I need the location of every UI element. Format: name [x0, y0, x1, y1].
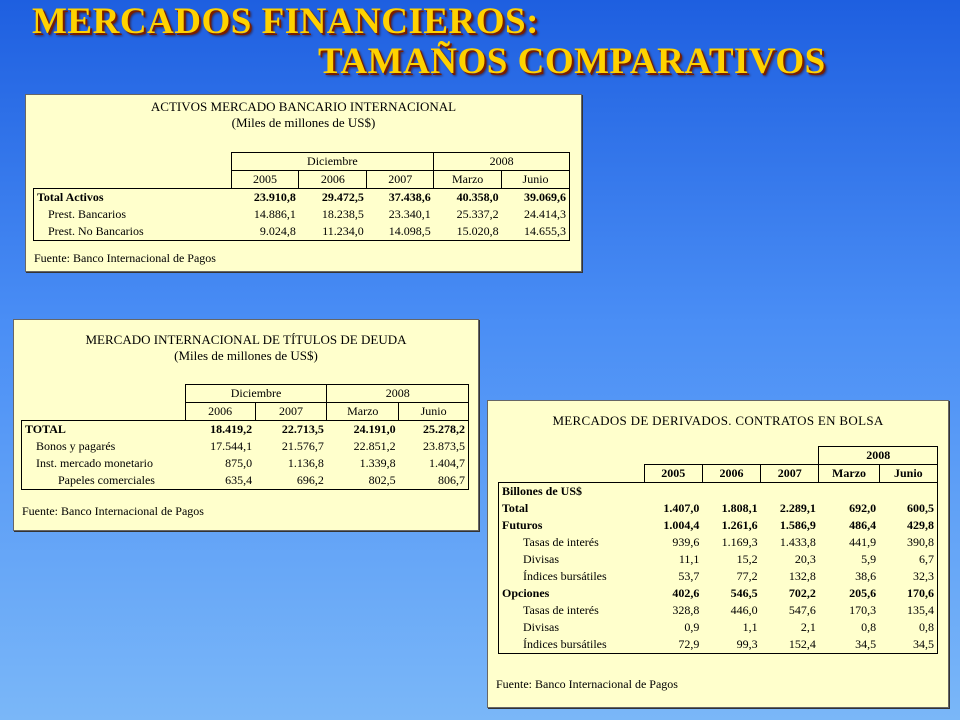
col-header: Marzo [434, 171, 502, 189]
table-row [499, 534, 938, 551]
cell-value: 25.278,2 [423, 422, 465, 436]
col-header: 2006 [185, 403, 255, 421]
deuda-subtitle: (Miles de millones de US$) [174, 348, 318, 363]
cell-value: 6,7 [919, 552, 934, 566]
derivados-source: Fuente: Banco Internacional de Pagos [496, 677, 678, 691]
cell-value: 547,6 [788, 603, 816, 617]
cell-value: 22.713,5 [281, 422, 324, 436]
cell-value: 546,5 [730, 586, 758, 600]
cell-value: 390,8 [907, 535, 934, 549]
cell-value: 802,5 [368, 473, 396, 487]
cell-value: 0,9 [684, 620, 700, 634]
cell-value: 205,6 [849, 586, 877, 600]
cell-value: 23.910,8 [253, 190, 296, 204]
slide-title-line1: MERCADOS FINANCIEROS: [32, 1, 539, 42]
row-label: Prest. No Bancarios [48, 224, 144, 238]
col-header: Marzo [819, 465, 879, 483]
row-label: Futuros [502, 518, 543, 532]
cell-value: 32,3 [913, 569, 934, 583]
row-label: Divisas [523, 552, 559, 566]
cell-value: 939,6 [672, 535, 700, 549]
cell-value: 37.438,6 [388, 190, 431, 204]
cell-value: 1,1 [742, 620, 758, 634]
cell-value: 1.808,1 [721, 501, 758, 515]
bancario-subtitle: (Miles de millones de US$) [231, 115, 376, 130]
table-row [34, 223, 570, 241]
cell-value: 20,3 [794, 552, 816, 566]
cell-value: 72,9 [678, 637, 700, 651]
cell-value: 22.851,2 [353, 439, 396, 453]
unit-label: Billones de US$ [502, 484, 583, 498]
table-row [22, 455, 469, 472]
bancario-title: ACTIVOS MERCADO BANCARIO INTERNACIONAL [150, 99, 457, 114]
table-row [499, 619, 938, 636]
cell-value: 2,1 [800, 620, 816, 634]
cell-value: 17.544,1 [210, 439, 253, 453]
cell-value: 635,4 [225, 473, 253, 487]
cell-value: 170,3 [849, 603, 877, 617]
header-2008: 2008 [819, 447, 938, 465]
col-header: Junio [502, 171, 570, 189]
cell-value: 135,4 [907, 603, 934, 617]
header-2008: 2008 [327, 385, 469, 403]
cell-value: 18.419,2 [210, 422, 253, 436]
cell-value: 23.340,1 [388, 207, 431, 221]
cell-value: 702,2 [788, 586, 816, 600]
cell-value: 806,7 [438, 473, 465, 487]
cell-value: 1.136,8 [287, 456, 324, 470]
col-header: 2006 [299, 171, 367, 189]
cell-value: 152,4 [788, 637, 816, 651]
row-label: TOTAL [25, 422, 66, 436]
cell-value: 692,0 [849, 501, 877, 515]
cell-value: 21.576,7 [281, 439, 324, 453]
table-row [499, 517, 938, 534]
col-header: 2005 [644, 465, 702, 483]
row-label: Índices bursátiles [523, 637, 607, 651]
cell-value: 1.586,9 [779, 518, 816, 532]
cell-value: 0,8 [861, 620, 877, 634]
table-row [499, 602, 938, 619]
cell-value: 24.191,0 [353, 422, 396, 436]
col-header: 2006 [702, 465, 760, 483]
cell-value: 1.339,8 [359, 456, 396, 470]
col-header: Junio [399, 403, 469, 421]
cell-value: 14.655,3 [524, 224, 566, 238]
cell-value: 1.004,4 [663, 518, 700, 532]
table-row [22, 472, 469, 490]
cell-value: 1.261,6 [721, 518, 758, 532]
table-row [499, 483, 938, 501]
cell-value: 5,9 [861, 552, 877, 566]
table-row [22, 438, 469, 455]
cell-value: 29.472,5 [321, 190, 364, 204]
cell-value: 600,5 [907, 501, 934, 515]
table-row [34, 189, 570, 207]
cell-value: 14.098,5 [388, 224, 431, 238]
bancario-source: Fuente: Banco Internacional de Pagos [34, 251, 216, 265]
cell-value: 24.414,3 [524, 207, 566, 221]
header-diciembre: Diciembre [185, 385, 327, 403]
cell-value: 53,7 [678, 569, 700, 583]
row-label: Papeles comerciales [58, 473, 155, 487]
col-header: Marzo [327, 403, 399, 421]
row-label: Bonos y pagarés [36, 439, 116, 453]
row-label: Divisas [523, 620, 559, 634]
panel-derivados [487, 400, 949, 708]
col-header: 2007 [761, 465, 819, 483]
cell-value: 25.337,2 [456, 207, 499, 221]
row-label: Total Activos [37, 190, 104, 204]
cell-value: 38,6 [855, 569, 877, 583]
deuda-title: MERCADO INTERNACIONAL DE TÍTULOS DE DEUDA [85, 332, 407, 347]
cell-value: 1.433,8 [779, 535, 816, 549]
cell-value: 875,0 [225, 456, 253, 470]
cell-value: 18.238,5 [321, 207, 364, 221]
table-row [499, 636, 938, 654]
cell-value: 23.873,5 [423, 439, 465, 453]
row-label: Índices bursátiles [523, 569, 607, 583]
cell-value: 132,8 [788, 569, 816, 583]
cell-value: 9.024,8 [259, 224, 296, 238]
bancario-table [33, 152, 570, 241]
table-row [22, 421, 469, 439]
slide-title-line2: TAMAÑOS COMPARATIVOS [318, 41, 826, 82]
cell-value: 1.404,7 [429, 456, 465, 470]
table-row [499, 500, 938, 517]
derivados-title: MERCADOS DE DERIVADOS. CONTRATOS EN BOLSA [552, 413, 884, 428]
cell-value: 15,2 [736, 552, 758, 566]
header-2008: 2008 [434, 153, 570, 171]
cell-value: 0,8 [919, 620, 934, 634]
row-label: Tasas de interés [523, 535, 599, 549]
cell-value: 11.234,0 [322, 224, 364, 238]
cell-value: 429,8 [907, 518, 934, 532]
table-row [499, 568, 938, 585]
cell-value: 696,2 [296, 473, 324, 487]
cell-value: 40.358,0 [456, 190, 499, 204]
cell-value: 446,0 [730, 603, 758, 617]
deuda-source: Fuente: Banco Internacional de Pagos [22, 504, 204, 518]
cell-value: 441,9 [849, 535, 877, 549]
col-header: 2005 [231, 171, 299, 189]
cell-value: 11,1 [678, 552, 700, 566]
col-header: Junio [879, 465, 937, 483]
cell-value: 15.020,8 [456, 224, 499, 238]
table-row [34, 206, 570, 223]
col-header: 2007 [255, 403, 327, 421]
cell-value: 328,8 [672, 603, 700, 617]
cell-value: 402,6 [672, 586, 700, 600]
deuda-table [21, 384, 469, 490]
row-label: Inst. mercado monetario [36, 456, 153, 470]
row-label: Prest. Bancarios [48, 207, 126, 221]
cell-value: 39.069,6 [524, 190, 566, 204]
cell-value: 170,6 [907, 586, 934, 600]
row-label: Tasas de interés [523, 603, 599, 617]
header-diciembre: Diciembre [231, 153, 434, 171]
table-row [499, 585, 938, 602]
derivados-table [498, 446, 938, 654]
row-label: Opciones [502, 586, 550, 600]
cell-value: 77,2 [736, 569, 758, 583]
panel-deuda [13, 319, 479, 531]
table-row [499, 551, 938, 568]
cell-value: 14.886,1 [253, 207, 296, 221]
col-header: 2007 [367, 171, 434, 189]
row-label: Total [502, 501, 529, 515]
cell-value: 34,5 [855, 637, 877, 651]
panel-bancario [25, 94, 582, 272]
cell-value: 1.407,0 [663, 501, 700, 515]
cell-value: 99,3 [736, 637, 758, 651]
cell-value: 486,4 [849, 518, 877, 532]
cell-value: 2.289,1 [779, 501, 816, 515]
cell-value: 1.169,3 [721, 535, 758, 549]
cell-value: 34,5 [913, 637, 934, 651]
